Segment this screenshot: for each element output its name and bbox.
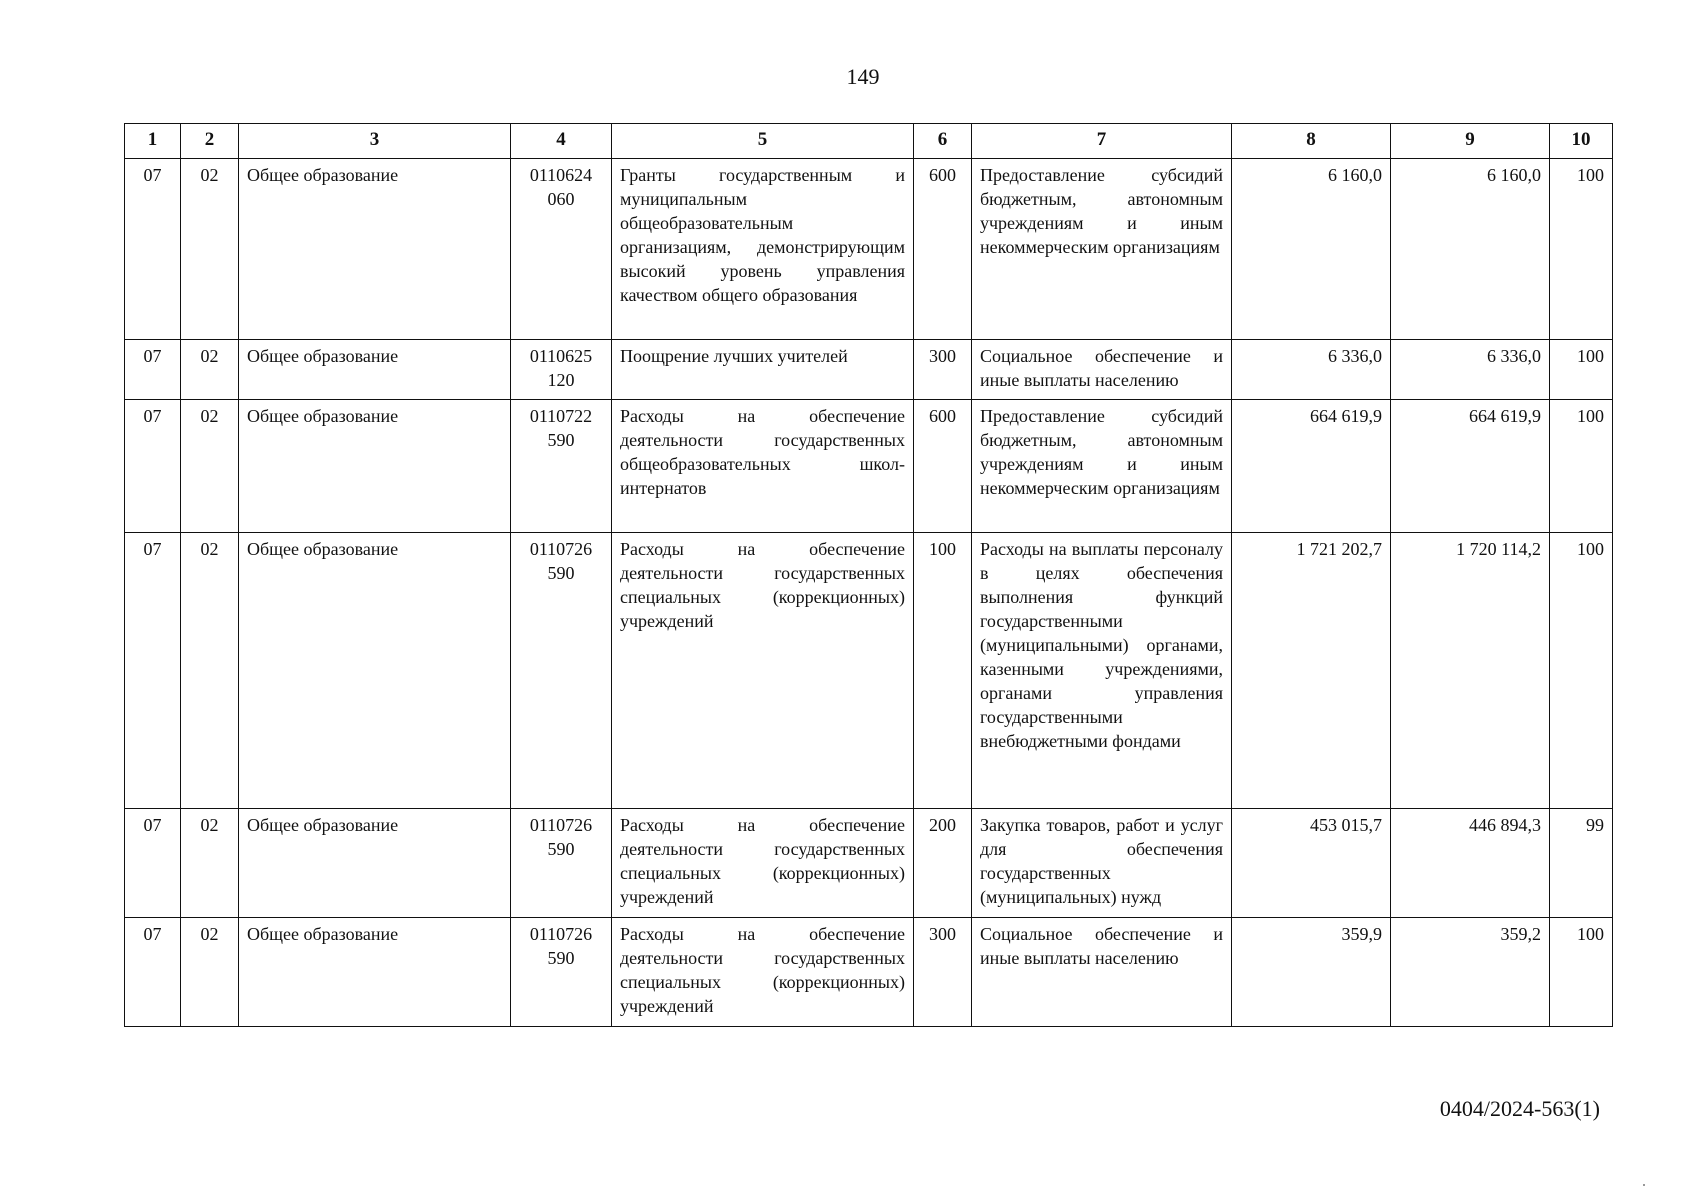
- planned-amount: 453 015,7: [1232, 809, 1391, 918]
- table-header-row: [125, 124, 1613, 159]
- subsection-name: Общее образование: [239, 159, 511, 340]
- executed-amount: 359,2: [1391, 918, 1550, 1027]
- expense-description: Поощрение лучших учителей: [612, 340, 914, 400]
- column-header-5: 5: [612, 124, 914, 159]
- subsection-code: 02: [181, 400, 239, 533]
- expense-type-code: 600: [914, 159, 972, 340]
- table-row: [125, 340, 1613, 400]
- budget-table: [124, 123, 1613, 1027]
- planned-amount: 6 336,0: [1232, 340, 1391, 400]
- planned-amount: 1 721 202,7: [1232, 533, 1391, 809]
- column-header-7: 7: [972, 124, 1232, 159]
- table-row: [125, 809, 1613, 918]
- subsection-code: 02: [181, 159, 239, 340]
- column-header-6: 6: [914, 124, 972, 159]
- subsection-code: 02: [181, 340, 239, 400]
- target-article-code: 0110625 120: [511, 340, 612, 400]
- expense-type-name: Социальное обеспечение и иные выплаты населению: [972, 918, 1232, 1027]
- expense-type-name: Закупка товаров, работ и услуг для обеспечения государственных (муниципальных) нужд: [972, 809, 1232, 918]
- expense-type-name: Предоставление субсидий бюджетным, автономным учреждениям и иным некоммерческим организациям: [972, 159, 1232, 340]
- executed-amount: 446 894,3: [1391, 809, 1550, 918]
- scan-speck: [1643, 1184, 1645, 1186]
- executed-amount: 664 619,9: [1391, 400, 1550, 533]
- planned-amount: 359,9: [1232, 918, 1391, 1027]
- expense-type-name: Социальное обеспечение и иные выплаты населению: [972, 340, 1232, 400]
- expense-description: Гранты государственным и муниципальным общеобразовательным организациям, демонстрирующим высокий уровень управления качеством общего образования: [612, 159, 914, 340]
- column-header-9: 9: [1391, 124, 1550, 159]
- expense-type-name: Расходы на выплаты персоналу в целях обеспечения выполнения функций государственными (муниципальными) органами, казенными учреждениями, органами управления государственными внебюджетными фондами: [972, 533, 1232, 809]
- column-header-1: 1: [125, 124, 181, 159]
- target-article-code: 0110726 590: [511, 918, 612, 1027]
- executed-amount: 1 720 114,2: [1391, 533, 1550, 809]
- subsection-name: Общее образование: [239, 809, 511, 918]
- target-article-code: 0110726 590: [511, 533, 612, 809]
- expense-type-code: 300: [914, 918, 972, 1027]
- column-header-4: 4: [511, 124, 612, 159]
- section-code: 07: [125, 918, 181, 1027]
- subsection-name: Общее образование: [239, 918, 511, 1027]
- target-article-code: 0110624 060: [511, 159, 612, 340]
- expense-description: Расходы на обеспечение деятельности государственных специальных (коррекционных) учреждений: [612, 533, 914, 809]
- expense-type-code: 300: [914, 340, 972, 400]
- expense-description: Расходы на обеспечение деятельности государственных специальных (коррекционных) учреждений: [612, 809, 914, 918]
- subsection-name: Общее образование: [239, 533, 511, 809]
- subsection-code: 02: [181, 809, 239, 918]
- planned-amount: 6 160,0: [1232, 159, 1391, 340]
- expense-type-code: 200: [914, 809, 972, 918]
- section-code: 07: [125, 400, 181, 533]
- target-article-code: 0110722 590: [511, 400, 612, 533]
- table-row: [125, 400, 1613, 533]
- column-header-2: 2: [181, 124, 239, 159]
- execution-percent: 100: [1550, 918, 1613, 1027]
- execution-percent: 100: [1550, 340, 1613, 400]
- table-row: [125, 159, 1613, 340]
- column-header-10: 10: [1550, 124, 1613, 159]
- subsection-code: 02: [181, 918, 239, 1027]
- target-article-code: 0110726 590: [511, 809, 612, 918]
- page-number: 149: [846, 64, 880, 89]
- section-code: 07: [125, 159, 181, 340]
- execution-percent: 99: [1550, 809, 1613, 918]
- execution-percent: 100: [1550, 533, 1613, 809]
- document-code: 0404/2024-563(1): [1439, 1096, 1600, 1121]
- expense-type-code: 600: [914, 400, 972, 533]
- expense-description: Расходы на обеспечение деятельности государственных общеобразовательных школ-интернатов: [612, 400, 914, 533]
- executed-amount: 6 336,0: [1391, 340, 1550, 400]
- subsection-name: Общее образование: [239, 400, 511, 533]
- expense-description: Расходы на обеспечение деятельности государственных специальных (коррекционных) учреждений: [612, 918, 914, 1027]
- execution-percent: 100: [1550, 400, 1613, 533]
- column-header-8: 8: [1232, 124, 1391, 159]
- section-code: 07: [125, 533, 181, 809]
- section-code: 07: [125, 809, 181, 918]
- expense-type-code: 100: [914, 533, 972, 809]
- subsection-name: Общее образование: [239, 340, 511, 400]
- expense-type-name: Предоставление субсидий бюджетным, автономным учреждениям и иным некоммерческим организациям: [972, 400, 1232, 533]
- table-row: [125, 918, 1613, 1027]
- subsection-code: 02: [181, 533, 239, 809]
- table-row: [125, 533, 1613, 809]
- planned-amount: 664 619,9: [1232, 400, 1391, 533]
- executed-amount: 6 160,0: [1391, 159, 1550, 340]
- column-header-3: 3: [239, 124, 511, 159]
- section-code: 07: [125, 340, 181, 400]
- execution-percent: 100: [1550, 159, 1613, 340]
